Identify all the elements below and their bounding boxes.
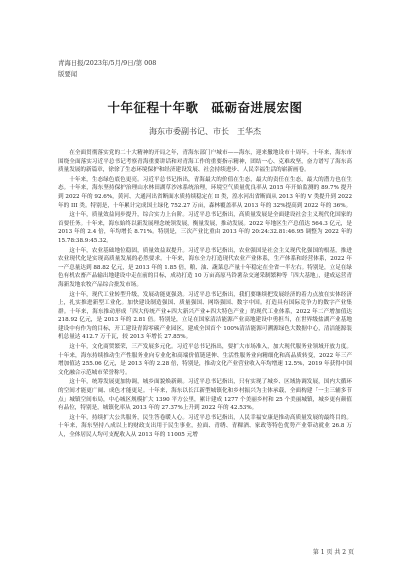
page-number: 第 1 页 共 2 页 [312, 549, 354, 556]
paragraph: 十年来，生态绿色底色更亮。习近平总书记指出，青海最大的价值在生态，最大的责任在生态，最大的潜力也在生态。十年来，海东坚持保护治理山水林田湖草沙冰系统治理，环境空气质量优良率从 2015 年开始监测的 89.7% 提升到 2022 年的 92.6%，黄河、大通河出省断面水质持续稳定在 II 类，湟水河出省断面从 2013 年的 V 类提升到 2022 年的 III 类。特别是，十年累计完成国土绿化 752.27 万亩，森林覆盖率从 2013 年的 32%提高到 2022 年的 36%。 [58, 176, 352, 209]
publication-meta [58, 58, 352, 80]
paragraph: 这十年，文化商贸繁荣，三产发展多元化。习近平总书记指出，要扩大市场准入，加大现代服务业领域开放力度。十年来，海东持续推动生产性服务业向专业化和高端价值链延伸、生活性服务业向精细化和高品质转变，2022 年三产增加值达 255.06 亿元，是 2013 年的 2.28 倍，特别是，推动文化产业营业收入年均增速 12.5%，2019 年获得中国文化融合示范城市荣誉称号。 [58, 344, 352, 376]
publication-line-2: 版要闻 [58, 70, 78, 78]
paragraph: 这十年，持续扩大公共服务，民生答卷暖人心。习近平总书记指出，人民幸福安康是推动高质量发展的最终目的。十年来，海东坚持八成以上的财政支出用于民生事业，拉面、青绣、青稞酒、家政等特色优势产业带动就业 26.8 万人，全体居民人均可支配收入从 2013 年的 11005 元增 [58, 414, 352, 438]
publication-line-1: 青海日报/2023年/5月/9日/第 008 [58, 59, 157, 67]
paragraph: 这十年，现代工业转型升级，发展动能更强劲。习近平总书记指出，我们要继续把发展经济的着力点放在实体经济上，扎实推进新型工业化。加快建设制造强国、质量强国、网络强国、数字中国。打造具有国际竞争力的数字产业集群。十年来，海东推动形成「四大传统产业+四大新兴产业+四大特色产业」的现代工业体系，2022 年二产增加值达 218.92 亿元，是 2013 年的 2.81 倍。特别是，立足在国家清洁能源产业高地建设中勇担当，在世界级盐湖产业基地建设中有作为的目标，开工建设青海零碳产业园区，建成全国首个 100%清洁能源可溯源绿色大数据中心，清洁能源装机总量达 412.7 万千瓦，较 2013 年增长 27.85%。 [58, 291, 352, 341]
paragraph: 这十年，质量效益同步提升，综合实力上台阶。习近平总书记指出，高质量发展是全面建设社会主义现代化国家的首要任务。十年来，海东始终以新发展理念统领发展，衡量发展，推动发展。2022 年地区生产总值达 564.3 亿元，是 2013 年的 2.4 倍，年均增长 8.71%。特别是，三次产业比重由 2013 年的 20:24:32.81:46.95 调整为 2022 年的 15.78:38.9:45.32。 [58, 212, 352, 244]
article-body [58, 149, 352, 440]
article-byline: 海东市委副书记、市长 王华杰 [149, 127, 261, 136]
article-title: 十年征程十年歌 砥砺奋进展宏图 [107, 100, 303, 115]
paragraph: 在全面贯彻落实党的二十大精神的开局之年，青海东部门户城市——海东，迎来撤地设市十周年。十年来，海东市围绕全面落实习近平总书记考察青海重要讲话和对青海工作的重要指示精神，团结一心、克难攻坚，奋力谱写了海东高质量发展的新篇章，徐徐了生态环境保护和经济建设发展、社会持续进步、人民幸福生活的崭新画卷。 [58, 150, 352, 174]
paragraph: 这十年，农业基础地位稳固，质量效益双提升。习近平总书记指出，农业强国是社会主义现代化强国的根基，推进农业现代化是实现高质量发展的必然要求。十年来，海东全力打造现代农业产业体系，生产体系和经营体系，2022 年一产总量达到 88.82 亿元，是 2013 年的 1.85 倍，粮、油、蔬菜总产量十年稳定在全省一半左右。特别是，立足在绿色有机农畜产品输出地建设中走在前的目标，成功打造 10 万亩高原马铃薯杂交递采制繁种等「四大基地」，建成运营青海新发地农牧产品综合批发市场。 [58, 247, 352, 288]
paragraph: 这十年，统筹发展更加协调，城乡面貌焕新颜。习近平总书记指出，只有实现了城乡、区域协调发展，国内大循环的空间才能更广阔、成色才能更足。十年来，海东以长江新型城镇化和乡村振兴为主体承载，全面构建「一主三辅多节点」城镇空间布局，中心城区规模扩大 1390 平方公里，累计建成 1277 个美丽乡村和 25 个美丽城镇，城乡更有颜值有品位，特别是，城镇化率从 2013 年的 27.37%上升到 2022 年的 42.53%。 [58, 379, 352, 412]
